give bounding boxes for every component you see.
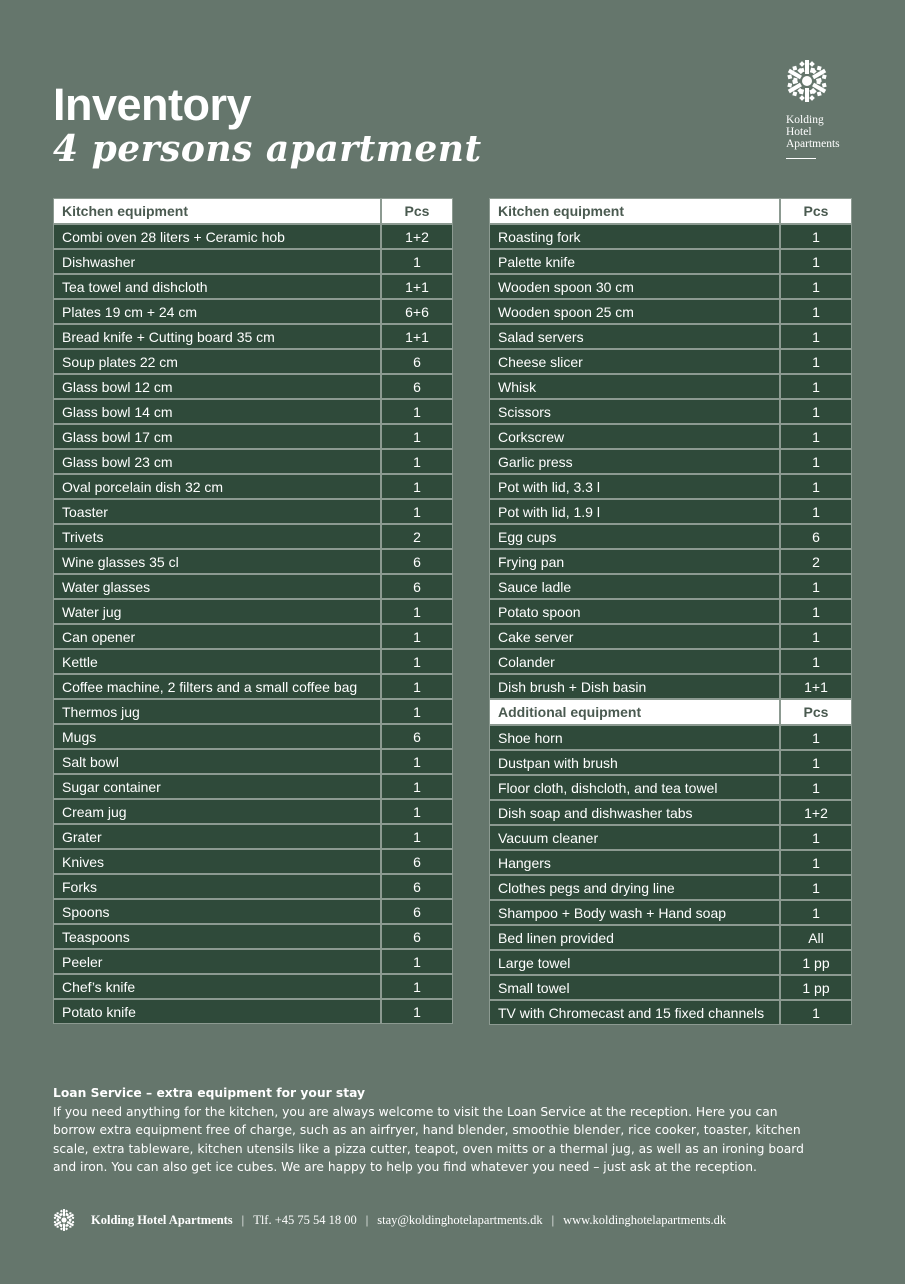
table-header-row: [489, 198, 852, 224]
item-pcs-cell: 1: [780, 474, 852, 499]
item-name-cell: Egg cups: [489, 524, 780, 549]
item-name-cell: Bread knife + Cutting board 35 cm: [53, 324, 381, 349]
item-name-cell: Thermos jug: [53, 699, 381, 724]
footer-company-name: Kolding Hotel Apartments: [91, 1212, 233, 1227]
item-name-cell: Hangers: [489, 850, 780, 875]
item-name-cell: Mugs: [53, 724, 381, 749]
item-name-cell: Teaspoons: [53, 924, 381, 949]
item-pcs-cell: 1: [381, 424, 453, 449]
table-row: [53, 349, 453, 374]
table-row: [489, 249, 852, 274]
item-name-cell: Clothes pegs and drying line: [489, 875, 780, 900]
item-name-cell: Cake server: [489, 624, 780, 649]
item-pcs-cell: 1: [780, 624, 852, 649]
item-pcs-cell: 1: [381, 974, 453, 999]
item-name-cell: Coffee machine, 2 filters and a small coffee bag: [53, 674, 381, 699]
item-name-cell: Dustpan with brush: [489, 750, 780, 775]
table-row: [53, 824, 453, 849]
table-row: [53, 724, 453, 749]
table-row: [53, 849, 453, 874]
item-name-cell: Glass bowl 17 cm: [53, 424, 381, 449]
item-pcs-cell: 6: [381, 924, 453, 949]
table-row: [489, 599, 852, 624]
table-row: [53, 549, 453, 574]
item-name-cell: Colander: [489, 649, 780, 674]
loan-service-section: [53, 1084, 823, 1177]
item-name-cell: Peeler: [53, 949, 381, 974]
table-row: [489, 424, 852, 449]
column-header-pcs: Pcs: [780, 699, 852, 725]
item-pcs-cell: 1: [780, 349, 852, 374]
table-row: [489, 850, 852, 875]
table-row: [489, 800, 852, 825]
item-name-cell: Soup plates 22 cm: [53, 349, 381, 374]
item-pcs-cell: 1: [780, 249, 852, 274]
item-pcs-cell: 1: [780, 1000, 852, 1025]
table-row: [489, 499, 852, 524]
table-row: [489, 274, 852, 299]
loan-service-body: If you need anything for the kitchen, you are always welcome to visit the Loan Service at the reception. Here you can borrow extra equipment free of charge, such as an airfryer, hand blender, smoothie blender, rice cooker, toaster, kitchen scale, extra tableware, kitchen utensils like a pizza cutter, teapot, oven mitts or a thermal jug, as well as an ironing board and iron. You can also get ice cubes. We are happy to help you find whatever you need – just ask at the reception.: [53, 1104, 804, 1174]
item-pcs-cell: 6: [381, 724, 453, 749]
item-pcs-cell: 1: [381, 799, 453, 824]
item-name-cell: Scissors: [489, 399, 780, 424]
item-name-cell: Garlic press: [489, 449, 780, 474]
table-row: [489, 1000, 852, 1025]
table-row: [489, 449, 852, 474]
item-pcs-cell: 6: [381, 899, 453, 924]
item-name-cell: Kettle: [53, 649, 381, 674]
item-pcs-cell: 1: [780, 850, 852, 875]
table-row: [53, 274, 453, 299]
item-name-cell: Salad servers: [489, 324, 780, 349]
item-pcs-cell: 1: [780, 299, 852, 324]
item-pcs-cell: 1: [780, 324, 852, 349]
item-pcs-cell: 6: [381, 374, 453, 399]
item-name-cell: Salt bowl: [53, 749, 381, 774]
item-name-cell: Dish brush + Dish basin: [489, 674, 780, 699]
item-name-cell: Toaster: [53, 499, 381, 524]
item-name-cell: TV with Chromecast and 15 fixed channels: [489, 1000, 780, 1025]
footer-separator: |: [241, 1212, 245, 1227]
item-name-cell: Wooden spoon 25 cm: [489, 299, 780, 324]
item-name-cell: Potato knife: [53, 999, 381, 1024]
table-row: [53, 574, 453, 599]
item-name-cell: Cheese slicer: [489, 349, 780, 374]
table-row: [489, 549, 852, 574]
loan-service-title: Loan Service – extra equipment for your stay: [53, 1086, 366, 1100]
item-name-cell: Can opener: [53, 624, 381, 649]
table-row: [489, 750, 852, 775]
table-row: [489, 299, 852, 324]
table-row: [489, 624, 852, 649]
table-row: [489, 875, 852, 900]
item-name-cell: Dish soap and dishwasher tabs: [489, 800, 780, 825]
column-header-pcs: Pcs: [780, 198, 852, 224]
table-row: [489, 950, 852, 975]
item-pcs-cell: 1: [381, 949, 453, 974]
table-header-row: [53, 198, 453, 224]
snowflake-icon: [53, 1208, 75, 1232]
table-row: [53, 324, 453, 349]
item-name-cell: Knives: [53, 849, 381, 874]
item-name-cell: Frying pan: [489, 549, 780, 574]
item-pcs-cell: 1+1: [381, 324, 453, 349]
table-row: [53, 649, 453, 674]
item-name-cell: Wine glasses 35 cl: [53, 549, 381, 574]
item-name-cell: Chef’s knife: [53, 974, 381, 999]
item-name-cell: Glass bowl 14 cm: [53, 399, 381, 424]
item-pcs-cell: 6: [381, 574, 453, 599]
table-row: [53, 424, 453, 449]
table-row: [53, 599, 453, 624]
item-pcs-cell: 1: [780, 424, 852, 449]
table-row: [489, 574, 852, 599]
item-pcs-cell: 1: [381, 249, 453, 274]
item-pcs-cell: 1: [381, 649, 453, 674]
page-title: Inventory: [53, 79, 252, 130]
table-row: [489, 825, 852, 850]
item-pcs-cell: 6: [381, 874, 453, 899]
item-pcs-cell: 1: [780, 374, 852, 399]
item-name-cell: Water glasses: [53, 574, 381, 599]
item-pcs-cell: 1: [381, 674, 453, 699]
item-pcs-cell: 1+1: [381, 274, 453, 299]
item-name-cell: Small towel: [489, 975, 780, 1000]
table-row: [53, 224, 453, 249]
table-row: [53, 524, 453, 549]
item-pcs-cell: 6: [780, 524, 852, 549]
item-pcs-cell: 1 pp: [780, 975, 852, 1000]
item-pcs-cell: 1: [780, 725, 852, 750]
table-row: [489, 324, 852, 349]
item-name-cell: Potato spoon: [489, 599, 780, 624]
item-pcs-cell: 1: [381, 824, 453, 849]
logo-line-2: Hotel: [786, 126, 812, 138]
item-pcs-cell: 1: [780, 449, 852, 474]
item-pcs-cell: 1: [381, 624, 453, 649]
table-row: [489, 649, 852, 674]
item-pcs-cell: 1: [780, 775, 852, 800]
item-name-cell: Cream jug: [53, 799, 381, 824]
table-row: [53, 974, 453, 999]
table-row: [489, 399, 852, 424]
logo-line-1: Kolding: [786, 114, 824, 126]
table-row: [489, 900, 852, 925]
item-pcs-cell: 2: [381, 524, 453, 549]
item-pcs-cell: 1+2: [381, 224, 453, 249]
table-row: [489, 524, 852, 549]
item-pcs-cell: 1: [780, 599, 852, 624]
item-name-cell: Shoe horn: [489, 725, 780, 750]
item-name-cell: Forks: [53, 874, 381, 899]
column-header-item: Kitchen equipment: [53, 198, 381, 224]
item-pcs-cell: 1: [780, 499, 852, 524]
item-pcs-cell: 1: [381, 399, 453, 424]
item-pcs-cell: 1: [780, 649, 852, 674]
item-name-cell: Oval porcelain dish 32 cm: [53, 474, 381, 499]
item-pcs-cell: 1: [780, 399, 852, 424]
footer-email-link[interactable]: stay@koldinghotelapartments.dk: [377, 1212, 543, 1227]
item-name-cell: Floor cloth, dishcloth, and tea towel: [489, 775, 780, 800]
item-name-cell: Glass bowl 12 cm: [53, 374, 381, 399]
table-row: [489, 374, 852, 399]
item-pcs-cell: 1: [780, 900, 852, 925]
item-name-cell: Sauce ladle: [489, 574, 780, 599]
item-name-cell: Corkscrew: [489, 424, 780, 449]
table-row: [489, 224, 852, 249]
table-row: [53, 899, 453, 924]
kitchen-equipment-table-right: [489, 198, 852, 1025]
item-pcs-cell: 1: [780, 875, 852, 900]
logo-line-3: Apartments: [786, 138, 840, 150]
table-row: [53, 949, 453, 974]
table-row: [53, 924, 453, 949]
item-name-cell: Plates 19 cm + 24 cm: [53, 299, 381, 324]
table-row: [53, 499, 453, 524]
table-row: [53, 374, 453, 399]
table-row: [489, 725, 852, 750]
item-name-cell: Bed linen provided: [489, 925, 780, 950]
table-row: [53, 774, 453, 799]
item-name-cell: Sugar container: [53, 774, 381, 799]
snowflake-icon: [786, 58, 828, 104]
item-name-cell: Glass bowl 23 cm: [53, 449, 381, 474]
item-pcs-cell: All: [780, 925, 852, 950]
item-pcs-cell: 1+1: [780, 674, 852, 699]
table-row: [489, 925, 852, 950]
item-pcs-cell: 6+6: [381, 299, 453, 324]
table-header-row: [489, 699, 852, 725]
item-name-cell: Spoons: [53, 899, 381, 924]
footer: [53, 1208, 726, 1232]
item-pcs-cell: 1: [780, 825, 852, 850]
item-name-cell: Trivets: [53, 524, 381, 549]
table-row: [53, 799, 453, 824]
item-pcs-cell: 1: [780, 750, 852, 775]
item-pcs-cell: 1: [780, 224, 852, 249]
logo-underline: [786, 158, 816, 159]
item-name-cell: Water jug: [53, 599, 381, 624]
brand-logo: [786, 58, 866, 159]
item-name-cell: Pot with lid, 3.3 l: [489, 474, 780, 499]
item-pcs-cell: 1: [381, 749, 453, 774]
item-name-cell: Palette knife: [489, 249, 780, 274]
item-pcs-cell: 1: [381, 999, 453, 1024]
table-row: [53, 249, 453, 274]
footer-separator: |: [365, 1212, 369, 1227]
logo-wordmark: [786, 114, 866, 150]
kitchen-equipment-table-left: [53, 198, 453, 1024]
footer-separator: |: [551, 1212, 555, 1227]
item-pcs-cell: 1 pp: [780, 950, 852, 975]
table-row: [489, 775, 852, 800]
item-name-cell: Vacuum cleaner: [489, 825, 780, 850]
table-row: [53, 624, 453, 649]
item-name-cell: Large towel: [489, 950, 780, 975]
table-row: [489, 474, 852, 499]
item-pcs-cell: 1: [381, 774, 453, 799]
item-name-cell: Roasting fork: [489, 224, 780, 249]
item-pcs-cell: 1: [381, 599, 453, 624]
item-name-cell: Shampoo + Body wash + Hand soap: [489, 900, 780, 925]
item-pcs-cell: 6: [381, 849, 453, 874]
table-row: [489, 975, 852, 1000]
table-row: [489, 349, 852, 374]
item-pcs-cell: 1: [381, 499, 453, 524]
item-name-cell: Tea towel and dishcloth: [53, 274, 381, 299]
item-pcs-cell: 6: [381, 349, 453, 374]
item-pcs-cell: 1+2: [780, 800, 852, 825]
item-pcs-cell: 1: [381, 699, 453, 724]
item-name-cell: Wooden spoon 30 cm: [489, 274, 780, 299]
table-row: [53, 399, 453, 424]
table-row: [53, 999, 453, 1024]
item-pcs-cell: 1: [381, 474, 453, 499]
page-subtitle: 4 persons apartment: [53, 128, 482, 170]
item-name-cell: Whisk: [489, 374, 780, 399]
table-row: [53, 474, 453, 499]
table-row: [489, 674, 852, 699]
item-pcs-cell: 2: [780, 549, 852, 574]
column-header-pcs: Pcs: [381, 198, 453, 224]
table-row: [53, 749, 453, 774]
item-pcs-cell: 6: [381, 549, 453, 574]
footer-website-link[interactable]: www.koldinghotelapartments.dk: [563, 1212, 727, 1227]
footer-phone: Tlf. +45 75 54 18 00: [253, 1212, 357, 1227]
item-pcs-cell: 1: [780, 574, 852, 599]
table-row: [53, 674, 453, 699]
table-row: [53, 449, 453, 474]
item-pcs-cell: 1: [780, 274, 852, 299]
column-header-item: Additional equipment: [489, 699, 780, 725]
item-name-cell: Combi oven 28 liters + Ceramic hob: [53, 224, 381, 249]
item-name-cell: Dishwasher: [53, 249, 381, 274]
item-name-cell: Pot with lid, 1.9 l: [489, 499, 780, 524]
table-row: [53, 299, 453, 324]
table-row: [53, 699, 453, 724]
item-pcs-cell: 1: [381, 449, 453, 474]
table-row: [53, 874, 453, 899]
column-header-item: Kitchen equipment: [489, 198, 780, 224]
item-name-cell: Grater: [53, 824, 381, 849]
